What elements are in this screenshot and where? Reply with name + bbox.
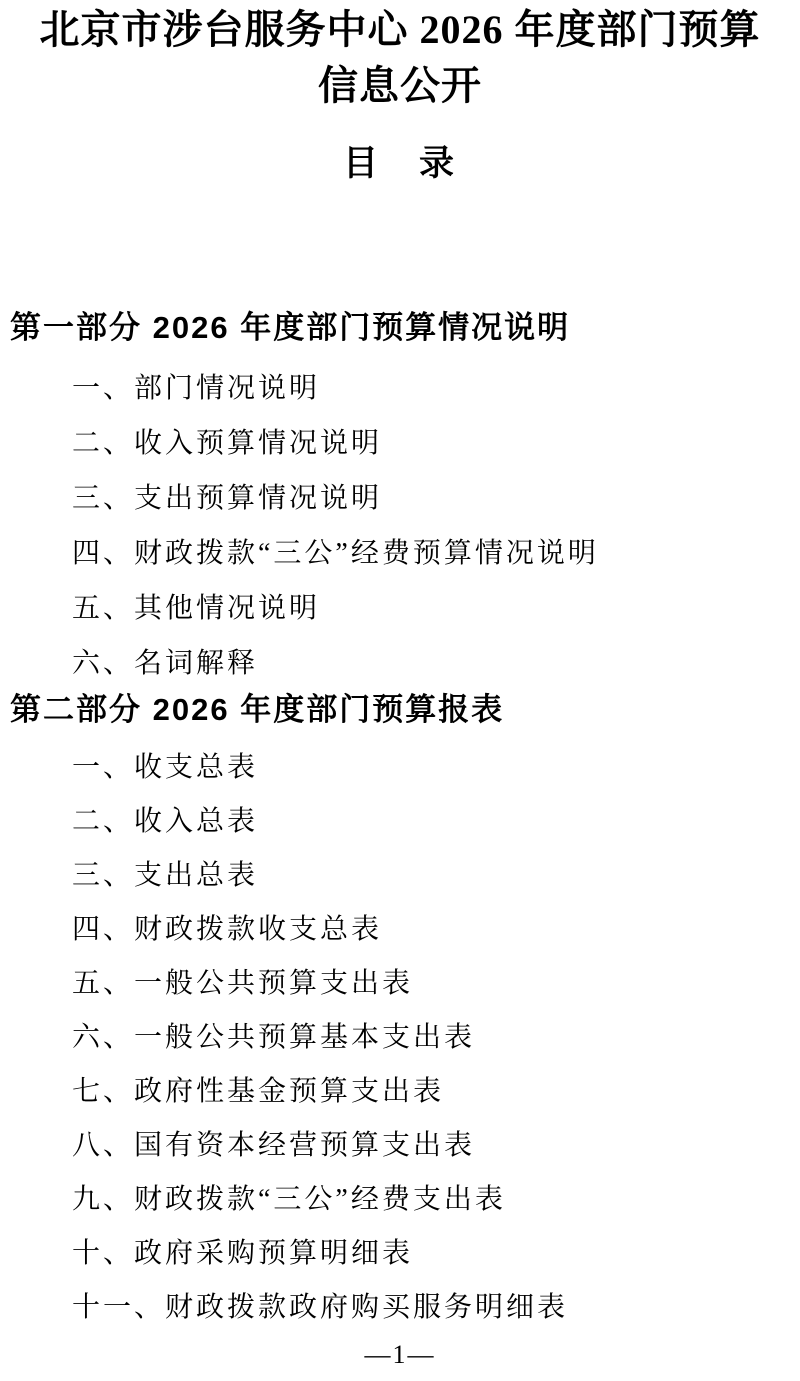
page-number: —1— [364, 1340, 436, 1369]
toc-item: 六、名词解释 [72, 648, 259, 679]
document-title-line-1: 北京市涉台服务中心 2026 年度部门预算 [39, 7, 761, 52]
part-1-heading: 第一部分 2026 年度部门预算情况说明 [10, 310, 571, 345]
toc-item: 九、财政拨款“三公”经费支出表 [72, 1184, 506, 1215]
toc-item: 十、政府采购预算明细表 [72, 1238, 414, 1269]
toc-item: 四、财政拨款“三公”经费预算情况说明 [72, 538, 599, 569]
toc-item: 三、支出预算情况说明 [72, 483, 383, 514]
toc-item: 一、收支总表 [72, 752, 259, 783]
toc-item: 一、部门情况说明 [72, 373, 321, 404]
part-1-list [72, 361, 599, 691]
document-title-line-2: 信息公开 [318, 63, 482, 108]
toc-item: 三、支出总表 [72, 860, 259, 891]
toc-item: 六、一般公共预算基本支出表 [72, 1022, 476, 1053]
toc-item: 五、其他情况说明 [72, 593, 321, 624]
part-2-heading: 第二部分 2026 年度部门预算报表 [10, 692, 505, 727]
toc-item: 五、一般公共预算支出表 [72, 968, 414, 999]
toc-item: 十一、财政拨款政府购买服务明细表 [72, 1292, 569, 1323]
toc-heading: 目 录 [342, 144, 457, 183]
document-title [0, 2, 800, 114]
toc-item: 二、收入总表 [72, 806, 259, 837]
part-2-list [72, 741, 568, 1335]
toc-item: 四、财政拨款收支总表 [72, 914, 383, 945]
toc-item: 七、政府性基金预算支出表 [72, 1076, 445, 1107]
toc-item: 二、收入预算情况说明 [72, 428, 383, 459]
toc-item: 八、国有资本经营预算支出表 [72, 1130, 476, 1161]
